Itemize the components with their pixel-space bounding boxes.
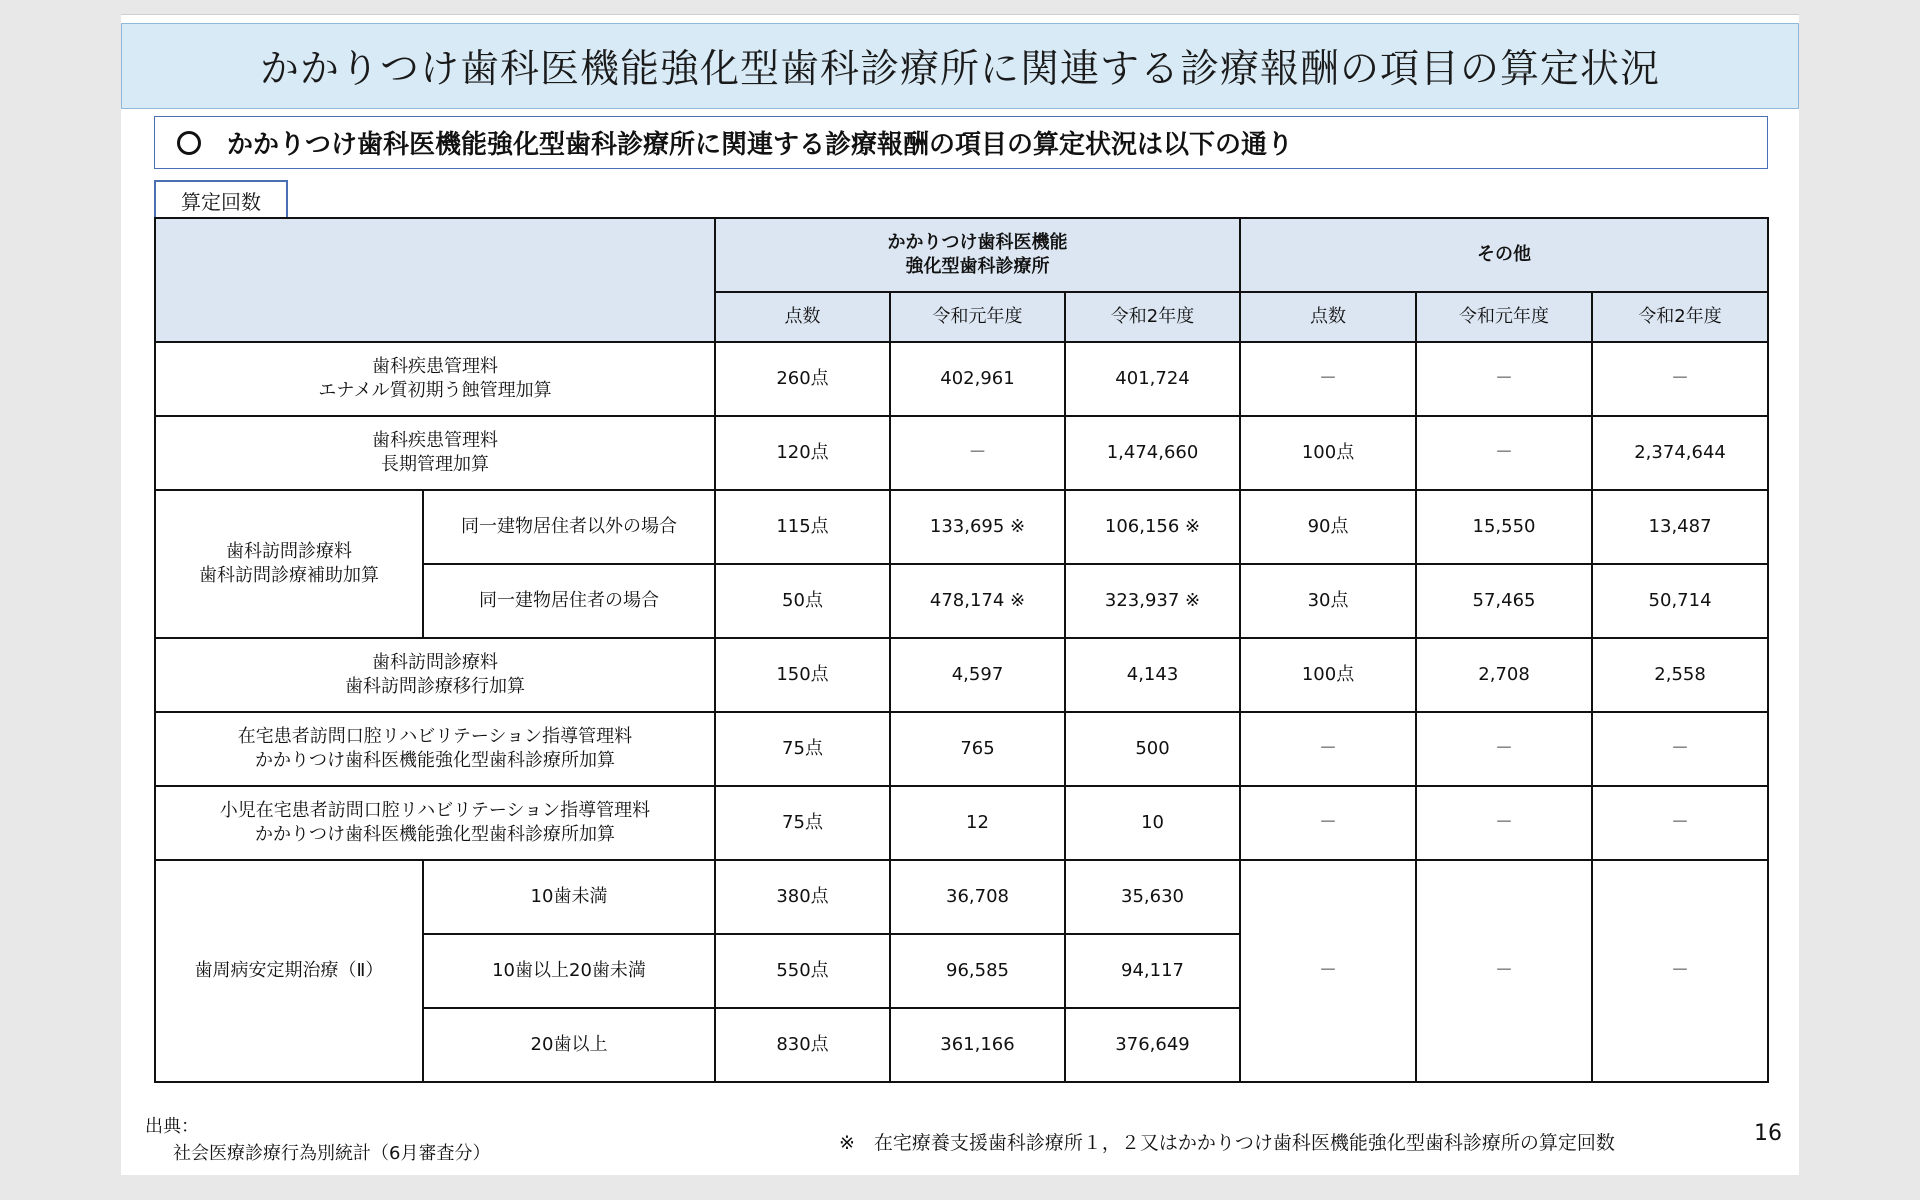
- cell: －: [1416, 786, 1592, 860]
- cell: 57,465: [1416, 564, 1592, 638]
- row-label-line1: 在宅患者訪問口腔リハビリテーション指導管理料: [237, 725, 633, 747]
- row-label-line2: かかりつけ歯科医機能強化型歯科診療所加算: [255, 750, 615, 771]
- cell: －: [1592, 712, 1768, 786]
- row-label-line2: かかりつけ歯科医機能強化型歯科診療所加算: [255, 824, 615, 845]
- cell: －: [1240, 342, 1416, 416]
- row-label-line2: 長期管理加算: [381, 454, 489, 475]
- cell: 361,166: [890, 1008, 1065, 1082]
- cell: 120点: [715, 416, 890, 490]
- stats-table: [154, 217, 1769, 1083]
- cell: 500: [1065, 712, 1240, 786]
- table-row: [155, 416, 1768, 490]
- cell: 13,487: [1592, 490, 1768, 564]
- header-row-1: [155, 218, 1768, 292]
- row-label: [155, 416, 715, 490]
- cell: 50点: [715, 564, 890, 638]
- source-text: 社会医療診療行為別統計（6月審査分）: [173, 1143, 491, 1164]
- cell: 2,558: [1592, 638, 1768, 712]
- cell: 50,714: [1592, 564, 1768, 638]
- cell: 2,708: [1416, 638, 1592, 712]
- cell: －: [1592, 860, 1768, 1082]
- cell: 478,174 ※: [890, 564, 1065, 638]
- row-sub-label: 20歯以上: [423, 1008, 715, 1082]
- cell: 2,374,644: [1592, 416, 1768, 490]
- row-sub-label: 同一建物居住者の場合: [423, 564, 715, 638]
- cell: 36,708: [890, 860, 1065, 934]
- row-sub-label: 10歯以上20歯未満: [423, 934, 715, 1008]
- table-row: [155, 342, 1768, 416]
- source-label: 出典：: [145, 1116, 199, 1137]
- cell: 133,695 ※: [890, 490, 1065, 564]
- cell: 1,474,660: [1065, 416, 1240, 490]
- cell: 96,585: [890, 934, 1065, 1008]
- row-group-label: [155, 490, 423, 638]
- cell: －: [1416, 342, 1592, 416]
- table-row: [155, 638, 1768, 712]
- count-tab-label: 算定回数: [154, 180, 288, 220]
- cell: －: [1416, 712, 1592, 786]
- row-sub-label: 同一建物居住者以外の場合: [423, 490, 715, 564]
- cell: 100点: [1240, 638, 1416, 712]
- source-citation: [145, 1113, 490, 1167]
- cell: 30点: [1240, 564, 1416, 638]
- cell: 75点: [715, 712, 890, 786]
- table-row: [155, 860, 1768, 934]
- cell: －: [1240, 860, 1416, 1082]
- cell: 380点: [715, 860, 890, 934]
- table-row: [155, 490, 1768, 564]
- cell: 830点: [715, 1008, 890, 1082]
- title-bar: [121, 23, 1799, 109]
- header-r2-a: 令和2年度: [1065, 292, 1240, 342]
- row-sub-label: 10歯未満: [423, 860, 715, 934]
- cell: 323,937 ※: [1065, 564, 1240, 638]
- row-label: [155, 638, 715, 712]
- cell: 100点: [1240, 416, 1416, 490]
- row-label: [155, 786, 715, 860]
- slide: [121, 14, 1799, 1175]
- cell: 402,961: [890, 342, 1065, 416]
- cell: 15,550: [1416, 490, 1592, 564]
- row-label-line1: 小児在宅患者訪問口腔リハビリテーション指導管理料: [219, 799, 651, 821]
- cell: －: [1416, 416, 1592, 490]
- table-row: [155, 712, 1768, 786]
- row-label-line1: 歯科疾患管理料: [372, 355, 498, 377]
- header-r1-a: 令和元年度: [890, 292, 1065, 342]
- row-group-label-line2: 歯科訪問診療補助加算: [199, 565, 379, 586]
- page-number: 16: [1754, 1121, 1782, 1146]
- row-group-label-line1: 歯科訪問診療料: [226, 540, 352, 562]
- summary-box: [154, 116, 1768, 169]
- cell: 12: [890, 786, 1065, 860]
- cell: －: [1416, 860, 1592, 1082]
- row-label: [155, 342, 715, 416]
- cell: 115点: [715, 490, 890, 564]
- cell: －: [890, 416, 1065, 490]
- cell: 94,117: [1065, 934, 1240, 1008]
- cell: －: [1592, 342, 1768, 416]
- footnote: ※ 在宅療養支援歯科診療所１，２又はかかりつけ歯科医機能強化型歯科診療所の算定回数: [839, 1132, 1615, 1154]
- cell: 4,597: [890, 638, 1065, 712]
- row-label: [155, 712, 715, 786]
- row-label-line1: 歯科疾患管理料: [372, 429, 498, 451]
- header-group-a-line1: かかりつけ歯科医機能: [887, 231, 1068, 253]
- header-r2-b: 令和2年度: [1592, 292, 1768, 342]
- header-r1-b: 令和元年度: [1416, 292, 1592, 342]
- cell: 106,156 ※: [1065, 490, 1240, 564]
- header-group-a-line2: 強化型歯科診療所: [905, 256, 1050, 277]
- cell: 150点: [715, 638, 890, 712]
- cell: 4,143: [1065, 638, 1240, 712]
- header-group-kakaritsuke: [715, 218, 1240, 292]
- header-points-b: 点数: [1240, 292, 1416, 342]
- cell: 376,649: [1065, 1008, 1240, 1082]
- cell: 75点: [715, 786, 890, 860]
- header-points-a: 点数: [715, 292, 890, 342]
- page-title: かかりつけ歯科医機能強化型歯科診療所に関連する診療報酬の項目の算定状況: [259, 47, 1660, 92]
- header-group-other: その他: [1240, 218, 1768, 292]
- row-label-line2: 歯科訪問診療移行加算: [345, 676, 525, 697]
- cell: 260点: [715, 342, 890, 416]
- cell: 35,630: [1065, 860, 1240, 934]
- cell: 401,724: [1065, 342, 1240, 416]
- cell: 10: [1065, 786, 1240, 860]
- header-blank-cell: [155, 218, 715, 342]
- row-label-line1: 歯科訪問診療料: [372, 651, 498, 673]
- summary-text: かかりつけ歯科医機能強化型歯科診療所に関連する診療報酬の項目の算定状況は以下の通り: [227, 130, 1294, 160]
- row-group-label: 歯周病安定期治療（Ⅱ）: [155, 860, 423, 1082]
- cell: 550点: [715, 934, 890, 1008]
- circle-bullet-icon: [177, 131, 201, 155]
- table-row: [155, 786, 1768, 860]
- cell: －: [1240, 786, 1416, 860]
- cell: 90点: [1240, 490, 1416, 564]
- cell: －: [1592, 786, 1768, 860]
- cell: 765: [890, 712, 1065, 786]
- cell: －: [1240, 712, 1416, 786]
- row-label-line2: エナメル質初期う蝕管理加算: [318, 380, 552, 401]
